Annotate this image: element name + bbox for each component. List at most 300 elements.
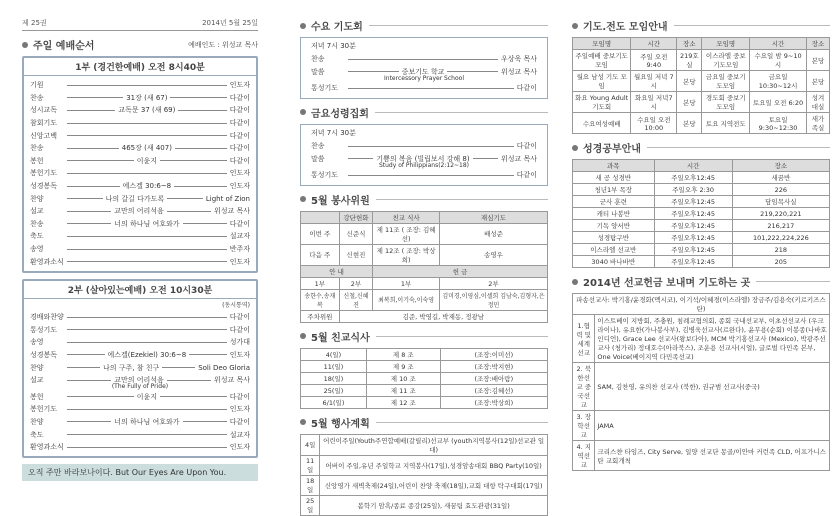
leader-line bbox=[175, 148, 227, 149]
table-cell: 3040 바나바반 bbox=[573, 256, 655, 268]
order-person: 위성교 목사 bbox=[500, 154, 537, 163]
table-cell: 이스라엘 선교반 bbox=[573, 244, 655, 256]
table-cell: 본당 bbox=[806, 71, 829, 92]
column-header: 장소 bbox=[806, 38, 829, 50]
order-item: 통성기도 bbox=[30, 325, 58, 334]
second-service-box bbox=[22, 279, 258, 459]
order-person: 다같이 bbox=[229, 417, 251, 426]
leader-line bbox=[67, 85, 227, 86]
table-cell: 18(일) bbox=[301, 372, 367, 384]
table-cell: (조장:박지현) bbox=[440, 360, 547, 372]
table-cell: 토요일 오전 6:20 bbox=[750, 92, 807, 113]
order-person: 위성교 목사 bbox=[213, 207, 251, 216]
order-row bbox=[30, 361, 250, 374]
order-item: 기원 bbox=[30, 81, 44, 90]
subtitle: (The Fully of Pride) bbox=[111, 383, 169, 391]
header-row bbox=[573, 160, 830, 172]
order-row bbox=[30, 390, 250, 403]
order-person: Soli Deo Gloria bbox=[198, 363, 251, 372]
column-header: 모임명 bbox=[702, 38, 750, 50]
table-cell: 본당 bbox=[677, 113, 702, 134]
order-row bbox=[311, 140, 537, 153]
order-row bbox=[30, 243, 250, 256]
table-cell: 101,222,224,226 bbox=[732, 232, 829, 244]
order-row bbox=[30, 255, 250, 268]
fri-box bbox=[300, 124, 548, 186]
first-service-box bbox=[22, 56, 258, 273]
wed-box bbox=[300, 37, 548, 99]
table-row bbox=[301, 434, 548, 455]
table-cell: 군사 훈련 bbox=[573, 196, 655, 208]
table-cell: 수요일 밤 9~10시 bbox=[750, 50, 807, 71]
leader-line bbox=[183, 421, 227, 422]
leader-line bbox=[67, 317, 227, 318]
table-cell: 18일 bbox=[301, 475, 320, 495]
table-cell: 경도회 중보기도모임 bbox=[702, 92, 750, 113]
issue-number: 제 25권 bbox=[22, 19, 47, 27]
leader-line bbox=[67, 434, 227, 435]
header-row bbox=[573, 38, 830, 50]
order-content: 에스겔(Ezekiel) 30:6~8 bbox=[107, 350, 187, 359]
leader-line bbox=[67, 261, 227, 262]
order-item: 찬송 bbox=[30, 93, 44, 102]
mission-table bbox=[572, 293, 830, 471]
order-person: 인도자 bbox=[229, 182, 251, 191]
table-cell: (조장:박상희) bbox=[440, 396, 547, 408]
table-cell: 본당 bbox=[677, 92, 702, 113]
order-person: 다같이 bbox=[516, 171, 537, 180]
table-cell: 월요일 저녁 7시 bbox=[631, 71, 677, 92]
mission-top: 파송선교사: 박기홍/윤경화(멕시코), 이기석/이혜경(이스라엘) 장금주/김용숙(키르키즈스탄) bbox=[573, 294, 830, 315]
fri-time: 저녁 7시 30분 bbox=[311, 128, 356, 137]
table-cell: 주일오후12:45 bbox=[654, 220, 732, 232]
bullet-icon bbox=[300, 23, 306, 29]
order-item: 찬송 bbox=[311, 55, 325, 64]
leader-line bbox=[67, 97, 123, 98]
table-row bbox=[573, 244, 830, 256]
order-content: 중보기도 학교 bbox=[401, 67, 445, 76]
table-cell: 기독 양서반 bbox=[573, 220, 655, 232]
leader-line bbox=[67, 110, 115, 111]
column-header: 모임명 bbox=[573, 38, 631, 50]
leader-line bbox=[178, 110, 226, 111]
right-column bbox=[572, 0, 830, 471]
order-item: 참회기도 bbox=[30, 119, 58, 128]
order-person: 다같이 bbox=[229, 144, 250, 153]
order-item: 성경봉독 bbox=[30, 350, 58, 359]
leader-line bbox=[67, 160, 134, 161]
order-content: 너의 하나님 여호와가 bbox=[114, 417, 180, 426]
order-person: 다같이 bbox=[229, 313, 250, 322]
leader-line bbox=[160, 396, 227, 397]
mission-category: 1.협력 및 세계선교 bbox=[573, 315, 595, 363]
leader-line bbox=[162, 367, 195, 368]
column-header: 시간 bbox=[631, 38, 677, 50]
table-cell: 주일오후12:45 bbox=[654, 256, 732, 268]
leader-line bbox=[67, 198, 103, 199]
order-item: 성경봉독 bbox=[30, 182, 58, 191]
order-content: 이윤지 bbox=[136, 392, 157, 401]
order-row bbox=[30, 324, 250, 337]
table-cell: 제 8 조 bbox=[366, 348, 440, 360]
order-item: 찬양 bbox=[30, 417, 44, 426]
table-row bbox=[573, 411, 830, 441]
table-cell: 어린이주일(Youth주연합예배(갈릴리)선교부 (youth지역봉사(12일)선교관 일대) bbox=[320, 434, 548, 455]
table-cell: 주일오후12:45 bbox=[654, 172, 732, 184]
leader-line bbox=[67, 123, 227, 124]
table-row bbox=[573, 196, 830, 208]
order-item: 송영 bbox=[30, 338, 44, 347]
table-cell: (조장:배아람) bbox=[440, 372, 547, 384]
table-cell: 주일오후12:45 bbox=[654, 208, 732, 220]
volunteer-table: 강단헌화 친교 식사 재심기도 이번 주 신준식 제 11조 ( 조장: 김혜선) 배성준 다음 주 신현진 제 12조 ( 조장: 박상희) 송영우 안 내 헌 금 1부 2부 1부 2부 송한수,송재복 신철,신혜진 최복희,이기숙,이숙영 김미경,이영심,이셀희 김남숙,김형자,은정민 주차위원 김준, 박영길, 박재동, 정광남 bbox=[300, 211, 548, 323]
order-content: 에스겔 30:6~8 bbox=[122, 182, 172, 191]
leader-line bbox=[67, 409, 227, 410]
order-person: 위성교 목사 bbox=[500, 67, 538, 76]
table-cell: 11일 bbox=[301, 455, 320, 475]
order-row bbox=[311, 169, 537, 182]
order-person: 위성교 목사 bbox=[213, 376, 251, 385]
order-item: 설교 bbox=[30, 207, 44, 216]
table-row bbox=[573, 172, 830, 184]
table-cell: 캐티 나봉반 bbox=[573, 208, 655, 220]
table-cell: 새꿈반 bbox=[732, 172, 829, 184]
order-content: 너의 하나님 여호와가 bbox=[114, 219, 180, 228]
meal-table bbox=[300, 348, 548, 409]
bullet-icon bbox=[572, 23, 578, 29]
table-cell: 수요일 오전 10:00 bbox=[631, 113, 677, 134]
order-item: 찬송 bbox=[311, 142, 325, 151]
order-row bbox=[30, 167, 250, 180]
table-row bbox=[573, 256, 830, 268]
order-item: 통성기도 bbox=[311, 84, 339, 93]
prayer-section-title: 기도.전도 모임안내 bbox=[572, 18, 830, 33]
worship-section-title: 주일 예배순서 예배인도 : 위성교 목사 bbox=[22, 37, 258, 52]
table-cell: 4(일) bbox=[301, 348, 367, 360]
order-content: 나의 구주, 참 친구 bbox=[102, 363, 160, 372]
table-cell: 토요 지역전도 bbox=[702, 113, 750, 134]
table-cell: 218 bbox=[732, 244, 829, 256]
order-person: 인도자 bbox=[229, 81, 250, 90]
order-item: 통성기도 bbox=[311, 171, 339, 180]
order-row bbox=[30, 441, 250, 454]
order-content: 교만의 어리석음 bbox=[114, 207, 164, 216]
order-person: 다같이 bbox=[229, 325, 250, 334]
leader-line bbox=[167, 380, 211, 381]
column-header: 장소 bbox=[732, 160, 829, 172]
events-table bbox=[300, 434, 548, 516]
order-item: 찬송 bbox=[30, 219, 44, 228]
order-item: 환영과소식 bbox=[30, 443, 64, 452]
table-row bbox=[573, 71, 830, 92]
mission-category: 2. 북한선교 중국선교 bbox=[573, 363, 595, 411]
table-cell: 4일 bbox=[301, 434, 320, 455]
leader-line bbox=[67, 211, 111, 212]
column-header: 과목 bbox=[573, 160, 655, 172]
bullet-icon bbox=[300, 419, 306, 425]
second-service-title: 2부 (살아있는예배) 오전 10시30분 bbox=[24, 281, 256, 299]
table-cell: 성경탐구반 bbox=[573, 232, 655, 244]
table-cell: 담임목사실 bbox=[732, 196, 829, 208]
leader-line bbox=[348, 158, 373, 159]
table-cell: 화요일 저녁7시 bbox=[631, 92, 677, 113]
bullet-icon bbox=[22, 42, 28, 48]
order-person: 다같이 bbox=[229, 392, 250, 401]
table-cell: 11(일) bbox=[301, 360, 367, 372]
subtitle: Intercessory Prayer School bbox=[384, 75, 464, 83]
order-person: 반주자 bbox=[229, 245, 250, 254]
table-row bbox=[573, 294, 830, 315]
order-person: 다같이 bbox=[516, 84, 537, 93]
table-row bbox=[573, 92, 830, 113]
table-cell: 205 bbox=[732, 256, 829, 268]
middle-column bbox=[300, 0, 548, 516]
table-cell: 제 11 조 bbox=[366, 384, 440, 396]
table-row bbox=[301, 360, 548, 372]
table-cell: 주일예배 중보기도모임 bbox=[573, 50, 631, 71]
leader-line bbox=[67, 236, 227, 237]
leader-line bbox=[167, 198, 203, 199]
table-cell: 주일오후12:45 bbox=[654, 244, 732, 256]
table-cell: 본당 bbox=[677, 71, 702, 92]
table-cell: 봄학기 암흑/종료 종강(25일), 새꿈팀 효도관광(31일) bbox=[320, 495, 548, 515]
table-cell: 6/1(일) bbox=[301, 396, 367, 408]
order-row bbox=[311, 82, 537, 95]
table-cell: 216,217 bbox=[732, 220, 829, 232]
order-row bbox=[30, 104, 250, 117]
order-item: 설교 bbox=[30, 376, 44, 385]
table-cell: 새가족실 bbox=[806, 113, 829, 134]
order-person: 설교자 bbox=[229, 232, 250, 241]
table-row bbox=[573, 315, 830, 363]
table-cell: 금요일 10:30~12시 bbox=[750, 71, 807, 92]
order-row bbox=[30, 129, 250, 142]
order-row bbox=[30, 218, 250, 231]
table-cell: 주일오후12:45 bbox=[654, 196, 732, 208]
mission-section-title: 2014년 선교헌금 보내며 기도하는 곳 bbox=[572, 274, 830, 289]
wed-time: 저녁 7시 30분 bbox=[311, 42, 356, 50]
leader-line bbox=[67, 342, 227, 343]
table-cell: 제 10 조 bbox=[366, 372, 440, 384]
leader-line bbox=[167, 211, 211, 212]
order-content: 31장 (새 67) bbox=[126, 93, 168, 102]
fri-section-title: 금요성령집회 bbox=[300, 105, 548, 120]
order-row bbox=[30, 180, 250, 193]
order-item: 말씀 bbox=[311, 154, 325, 163]
table-row bbox=[301, 384, 548, 396]
table-row bbox=[301, 455, 548, 475]
bible-section-title: 성경공부안내 bbox=[572, 140, 830, 155]
events-section-title: 5월 행사계획 bbox=[300, 415, 548, 430]
order-person: 다같이 bbox=[516, 142, 537, 151]
leader-line bbox=[67, 354, 105, 355]
mission-detail: JAMA bbox=[595, 411, 830, 441]
order-row bbox=[30, 403, 250, 416]
table-row bbox=[573, 184, 830, 196]
table-cell: 제 9 조 bbox=[366, 360, 440, 372]
table-cell: 219호실 bbox=[677, 50, 702, 71]
mission-category: 3. 장학선교 bbox=[573, 411, 595, 441]
order-person: 인도자 bbox=[229, 443, 250, 452]
order-item: 찬양 bbox=[30, 194, 44, 203]
interpretation-note: (동시통역) bbox=[222, 301, 250, 309]
order-person: 다같이 bbox=[229, 93, 250, 102]
table-cell: 새 공 성경반 bbox=[573, 172, 655, 184]
bullet-icon bbox=[572, 145, 578, 151]
table-cell: 성겨대실 bbox=[806, 92, 829, 113]
table-cell: 25일 bbox=[301, 495, 320, 515]
wed-section-title: 수요 기도회 bbox=[300, 18, 548, 33]
table-cell: 제 12 조 bbox=[366, 396, 440, 408]
table-cell: 금요일 중보기도모임 bbox=[702, 71, 750, 92]
order-item: 봉헌 bbox=[30, 392, 44, 401]
leader-line bbox=[447, 71, 498, 72]
order-item: 찬양 bbox=[30, 363, 44, 372]
order-content: 교독문 37 (새 69) bbox=[118, 106, 176, 115]
leader-line bbox=[348, 146, 514, 147]
order-person: 다같이 bbox=[229, 106, 251, 115]
leader-line bbox=[160, 160, 227, 161]
table-row bbox=[573, 441, 830, 471]
mission-detail: SAM, 김찬영, 유의찬 선교사 (북한), 권규범 선교사(중국) bbox=[595, 363, 830, 411]
volunteer-section-title: 5월 봉사위원 bbox=[300, 192, 548, 207]
order-person: 다같이 bbox=[229, 219, 251, 228]
leader-line bbox=[67, 421, 111, 422]
bible-table bbox=[572, 159, 830, 268]
first-service-title: 1부 (경건한예배) 오전 8시40분 bbox=[24, 58, 256, 76]
order-row bbox=[30, 311, 250, 324]
table-row bbox=[301, 372, 548, 384]
order-row bbox=[30, 117, 250, 130]
order-person: 다같이 bbox=[229, 131, 250, 140]
subtitle: Study of Philippians(2:12~18) bbox=[378, 161, 470, 169]
order-row bbox=[30, 79, 250, 92]
bullet-icon bbox=[300, 333, 306, 339]
order-row bbox=[30, 92, 250, 105]
table-row bbox=[573, 50, 830, 71]
table-cell: 주일오후12:45 bbox=[654, 232, 732, 244]
table-cell: 신앙영가 새벽축제(24일),어린이 찬양 축제(18일),교회 대항 탁구대회(17일) bbox=[320, 475, 548, 495]
leader-line bbox=[189, 354, 227, 355]
table-row bbox=[301, 475, 548, 495]
leader-line bbox=[183, 223, 227, 224]
order-item: 축도 bbox=[30, 430, 44, 439]
meal-section-title: 5월 친교식사 bbox=[300, 329, 548, 344]
order-row bbox=[30, 230, 250, 243]
table-cell: 토요일 9:30~12:30 bbox=[750, 113, 807, 134]
leader-line bbox=[67, 249, 227, 250]
order-item: 봉헌 bbox=[30, 156, 44, 165]
leader-line bbox=[67, 367, 100, 368]
leader-line bbox=[348, 59, 498, 60]
order-item: 봉헌기도 bbox=[30, 405, 58, 414]
order-row bbox=[30, 336, 250, 349]
order-person: 다같이 bbox=[229, 156, 250, 165]
leader-line bbox=[67, 148, 119, 149]
table-row bbox=[573, 113, 830, 134]
table-cell: 본당 bbox=[806, 50, 829, 71]
bullet-icon bbox=[300, 109, 306, 115]
order-person: 인도자 bbox=[229, 169, 250, 178]
bullet-icon bbox=[572, 279, 578, 285]
table-cell: 주일 오전 9:40 bbox=[631, 50, 677, 71]
table-cell: (조장:이미선) bbox=[440, 348, 547, 360]
table-row bbox=[573, 363, 830, 411]
order-row bbox=[30, 349, 250, 362]
order-row bbox=[30, 428, 250, 441]
order-person: 인도자 bbox=[229, 350, 250, 359]
table-cell: (조장:김혜선) bbox=[440, 384, 547, 396]
order-row bbox=[30, 205, 250, 218]
order-item: 축도 bbox=[30, 232, 44, 241]
left-column bbox=[0, 0, 272, 481]
table-cell: 화요 Young Adult 기도회 bbox=[573, 92, 631, 113]
leader-line bbox=[348, 71, 399, 72]
leader-line bbox=[170, 97, 226, 98]
column-header: 시간 bbox=[654, 160, 732, 172]
order-row bbox=[30, 192, 250, 205]
leader-line bbox=[67, 380, 111, 381]
table-row bbox=[301, 348, 548, 360]
table-cell: 월요 남성 기도 모임 bbox=[573, 71, 631, 92]
footer-verse: 오직 주만 바라보나이다. But Our Eyes Are Upon You. bbox=[22, 464, 258, 481]
column-header: 시간 bbox=[750, 38, 807, 50]
table-row bbox=[301, 495, 548, 515]
order-row bbox=[30, 155, 250, 168]
table-row bbox=[301, 396, 548, 408]
order-person: 우상욱 목사 bbox=[500, 55, 537, 64]
bullet-icon bbox=[300, 196, 306, 202]
order-person: 인도자 bbox=[229, 405, 250, 414]
leader-line bbox=[67, 223, 111, 224]
order-person: 다같이 bbox=[229, 119, 250, 128]
order-person: Light of Zion bbox=[205, 194, 250, 203]
table-cell: 219,220,221 bbox=[732, 208, 829, 220]
column-header: 장소 bbox=[677, 38, 702, 50]
order-item: 환영과소식 bbox=[30, 257, 64, 266]
order-person: 성가대 bbox=[229, 338, 250, 347]
order-content: 이윤지 bbox=[136, 156, 157, 165]
order-item: 찬송 bbox=[30, 144, 44, 153]
mission-detail: 이스트베이 지방회, 주충원, 침례교협의회, 종회 국내선교부, 이초선선교사 (우크라이나), 유요한(가나봉사부), 김병욱선교사(르완다), 윤무용(순회) 이봉종(나바호 인디언), Grace Lee 선교사(왕보다아), MCM 박기홍선교사 (Mexico), 박광주선교사 (청가리) 정대호수(아라북스), 조운용 선교사(시얼), 글로벌 다민족 본부, One Voice(베이지역 다민족선교) bbox=[595, 315, 830, 363]
leader-line bbox=[348, 175, 514, 176]
table-cell: 주일오후 2:30 bbox=[654, 184, 732, 196]
order-content: 교만의 어리석음 bbox=[114, 376, 164, 385]
prayer-table bbox=[572, 37, 830, 134]
leader-line bbox=[67, 329, 227, 330]
table-cell: 25(일) bbox=[301, 384, 367, 396]
mission-category: 4. 지역선교 bbox=[573, 441, 595, 471]
worship-leader: 예배인도 : 위성교 목사 bbox=[188, 40, 258, 49]
bulletin-header bbox=[22, 18, 258, 31]
leader-line bbox=[67, 186, 120, 187]
order-item: 송영 bbox=[30, 245, 44, 254]
table-cell: 어버이 주일,유년 주일학교 지역봉사(17일),성경암송대회 BBQ Party(10일) bbox=[320, 455, 548, 475]
order-item: 봉헌기도 bbox=[30, 169, 58, 178]
leader-line bbox=[67, 135, 227, 136]
order-content: 나의 갈길 다가도록 bbox=[105, 194, 165, 203]
table-row bbox=[573, 220, 830, 232]
table-cell: 226 bbox=[732, 184, 829, 196]
mission-detail: 크리스챤 타임즈, City Serve, 일양 선교단 몽골/이안마 커런족 CLD, 어프가니스탄 교회개척 bbox=[595, 441, 830, 471]
table-cell: 이스라엘 중보기도모임 bbox=[702, 50, 750, 71]
order-row bbox=[30, 416, 250, 429]
bulletin-date: 2014년 5월 25일 bbox=[202, 19, 258, 27]
order-row bbox=[30, 142, 250, 155]
leader-line bbox=[473, 158, 498, 159]
order-content: 기쁨의 복음 (빌립보서 강해 8) bbox=[376, 154, 470, 163]
order-item: 경배와찬양 bbox=[30, 313, 64, 322]
